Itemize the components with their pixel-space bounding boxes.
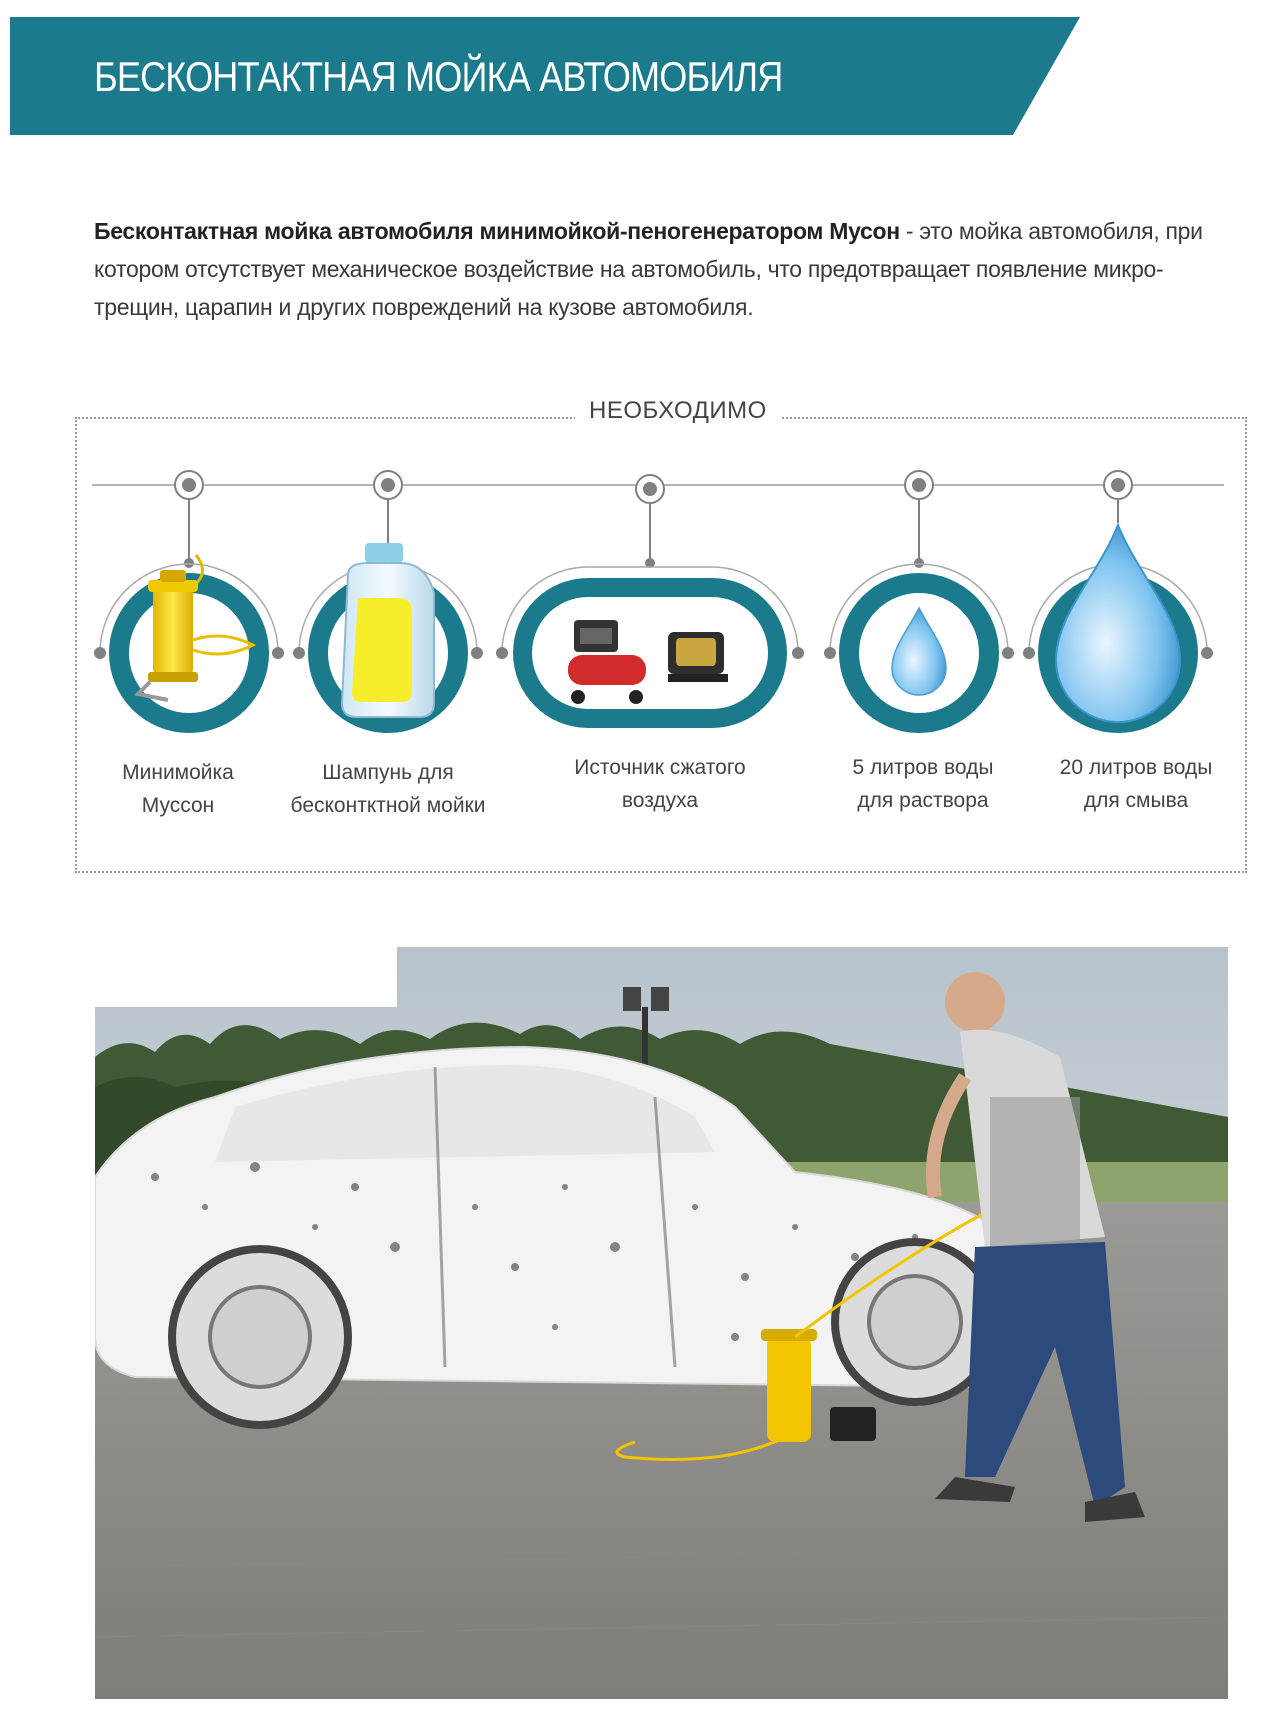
item-3-compressor xyxy=(496,475,804,728)
item-2-shampoo xyxy=(293,471,483,733)
item-4-water-5l xyxy=(824,471,1014,733)
item-4-label: 5 литров воды для раствора xyxy=(852,756,994,812)
item-2-label: Шампунь для бесконтктной мойки xyxy=(290,761,486,817)
shampoo-bottle-icon xyxy=(342,543,434,717)
required-title: НЕОБХОДИМО xyxy=(575,397,781,425)
item-5-label: 20 литров воды для смыва xyxy=(1059,756,1213,812)
item-3-label: Источник сжатого воздуха xyxy=(574,756,746,812)
intro-text: - это мойка автомобиля, при котором отсутствует механическое воздействие на автомобиль, что предотвращает появление микро-трещин, царапин и других повреждений на кузове автомобиля. xyxy=(94,218,1203,320)
page-title: БЕСКОНТАКТНАЯ МОЙКА АВТОМОБИЛЯ xyxy=(94,53,783,100)
item-5-water-20l xyxy=(1023,471,1213,733)
photo-illustration xyxy=(95,947,1228,1699)
item-1-foam-generator xyxy=(94,471,284,733)
item-1-label: Минимойка Муссон xyxy=(122,761,234,817)
car-wash-photo xyxy=(95,947,1228,1699)
large-water-drop-icon xyxy=(1056,525,1180,722)
intro-bold: Бесконтактная мойка автомобиля минимойкой-пеногенератором Мусон xyxy=(94,218,900,244)
